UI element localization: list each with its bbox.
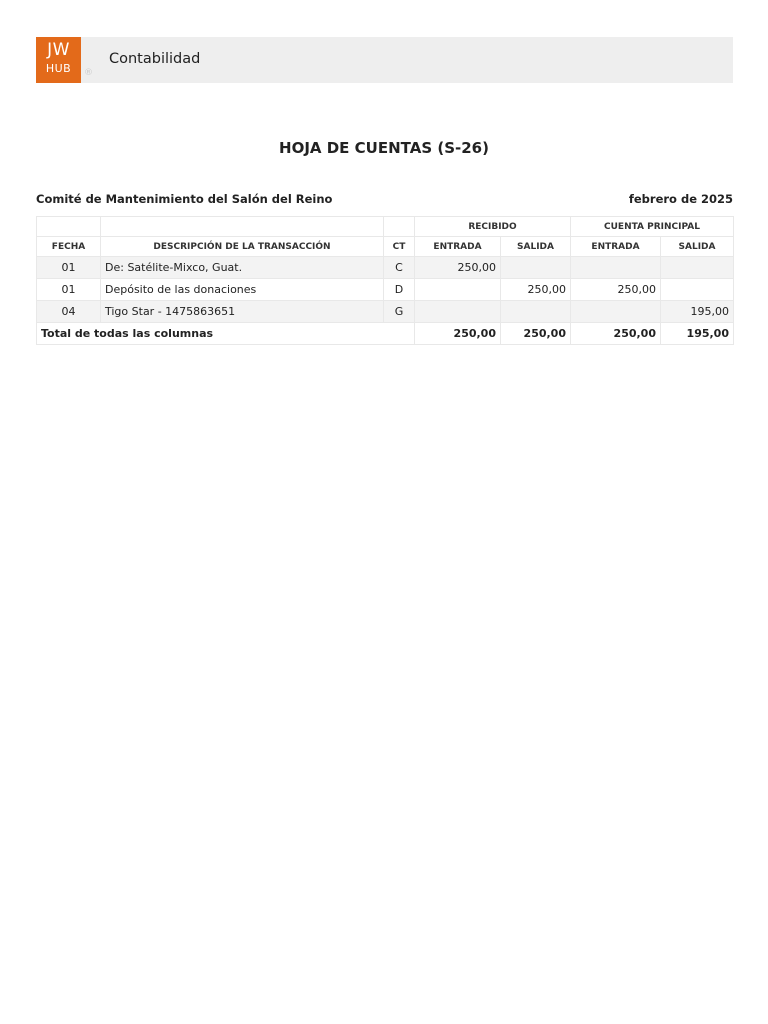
jwhub-logo[interactable] xyxy=(36,37,81,83)
cell-date: 04 xyxy=(37,301,101,323)
cell-received-in xyxy=(415,301,501,323)
cell-main-out: 195,00 xyxy=(661,301,734,323)
total-received-in: 250,00 xyxy=(415,323,501,345)
column-header-date: FECHA xyxy=(37,237,101,257)
cell-received-out: 250,00 xyxy=(501,279,571,301)
column-header-row xyxy=(37,237,734,257)
table-row xyxy=(37,301,734,323)
blank-header-cell xyxy=(384,217,415,237)
document-title: HOJA DE CUENTAS (S-26) xyxy=(279,139,489,157)
cell-main-in xyxy=(571,301,661,323)
cell-description: Depósito de las donaciones xyxy=(101,279,384,301)
table-row xyxy=(37,257,734,279)
accounts-sheet-table xyxy=(36,216,734,345)
column-header-ct: CT xyxy=(384,237,415,257)
column-header-main-in: ENTRADA xyxy=(571,237,661,257)
logo-text-bottom: HUB xyxy=(45,62,72,75)
organization-name: Comité de Mantenimiento del Salón del Reino xyxy=(36,192,333,206)
group-header-main-account: CUENTA PRINCIPAL xyxy=(571,217,734,237)
blank-header-cell xyxy=(37,217,101,237)
cell-received-in: 250,00 xyxy=(415,257,501,279)
cell-main-out xyxy=(661,279,734,301)
registered-mark: ® xyxy=(84,68,93,78)
cell-received-in xyxy=(415,279,501,301)
column-header-description: DESCRIPCIÓN DE LA TRANSACCIÓN xyxy=(101,237,384,257)
cell-description: Tigo Star - 1475863651 xyxy=(101,301,384,323)
cell-main-in xyxy=(571,257,661,279)
report-period: febrero de 2025 xyxy=(628,192,733,206)
cell-description: De: Satélite-Mixco, Guat. xyxy=(101,257,384,279)
column-header-received-out: SALIDA xyxy=(501,237,571,257)
cell-received-out xyxy=(501,301,571,323)
column-header-main-out: SALIDA xyxy=(661,237,734,257)
cell-ct: G xyxy=(384,301,415,323)
cell-ct: C xyxy=(384,257,415,279)
cell-date: 01 xyxy=(37,257,101,279)
column-header-received-in: ENTRADA xyxy=(415,237,501,257)
app-title: Contabilidad xyxy=(109,51,201,67)
totals-label: Total de todas las columnas xyxy=(37,323,415,345)
cell-main-in: 250,00 xyxy=(571,279,661,301)
table-row xyxy=(37,279,734,301)
cell-date: 01 xyxy=(37,279,101,301)
blank-header-cell xyxy=(101,217,384,237)
total-received-out: 250,00 xyxy=(501,323,571,345)
logo-text-top: JW xyxy=(47,40,70,60)
group-header-row xyxy=(37,217,734,237)
totals-row xyxy=(37,323,734,345)
cell-ct: D xyxy=(384,279,415,301)
total-main-out: 195,00 xyxy=(661,323,734,345)
cell-received-out xyxy=(501,257,571,279)
top-bar xyxy=(36,37,733,83)
total-main-in: 250,00 xyxy=(571,323,661,345)
cell-main-out xyxy=(661,257,734,279)
group-header-received: RECIBIDO xyxy=(415,217,571,237)
